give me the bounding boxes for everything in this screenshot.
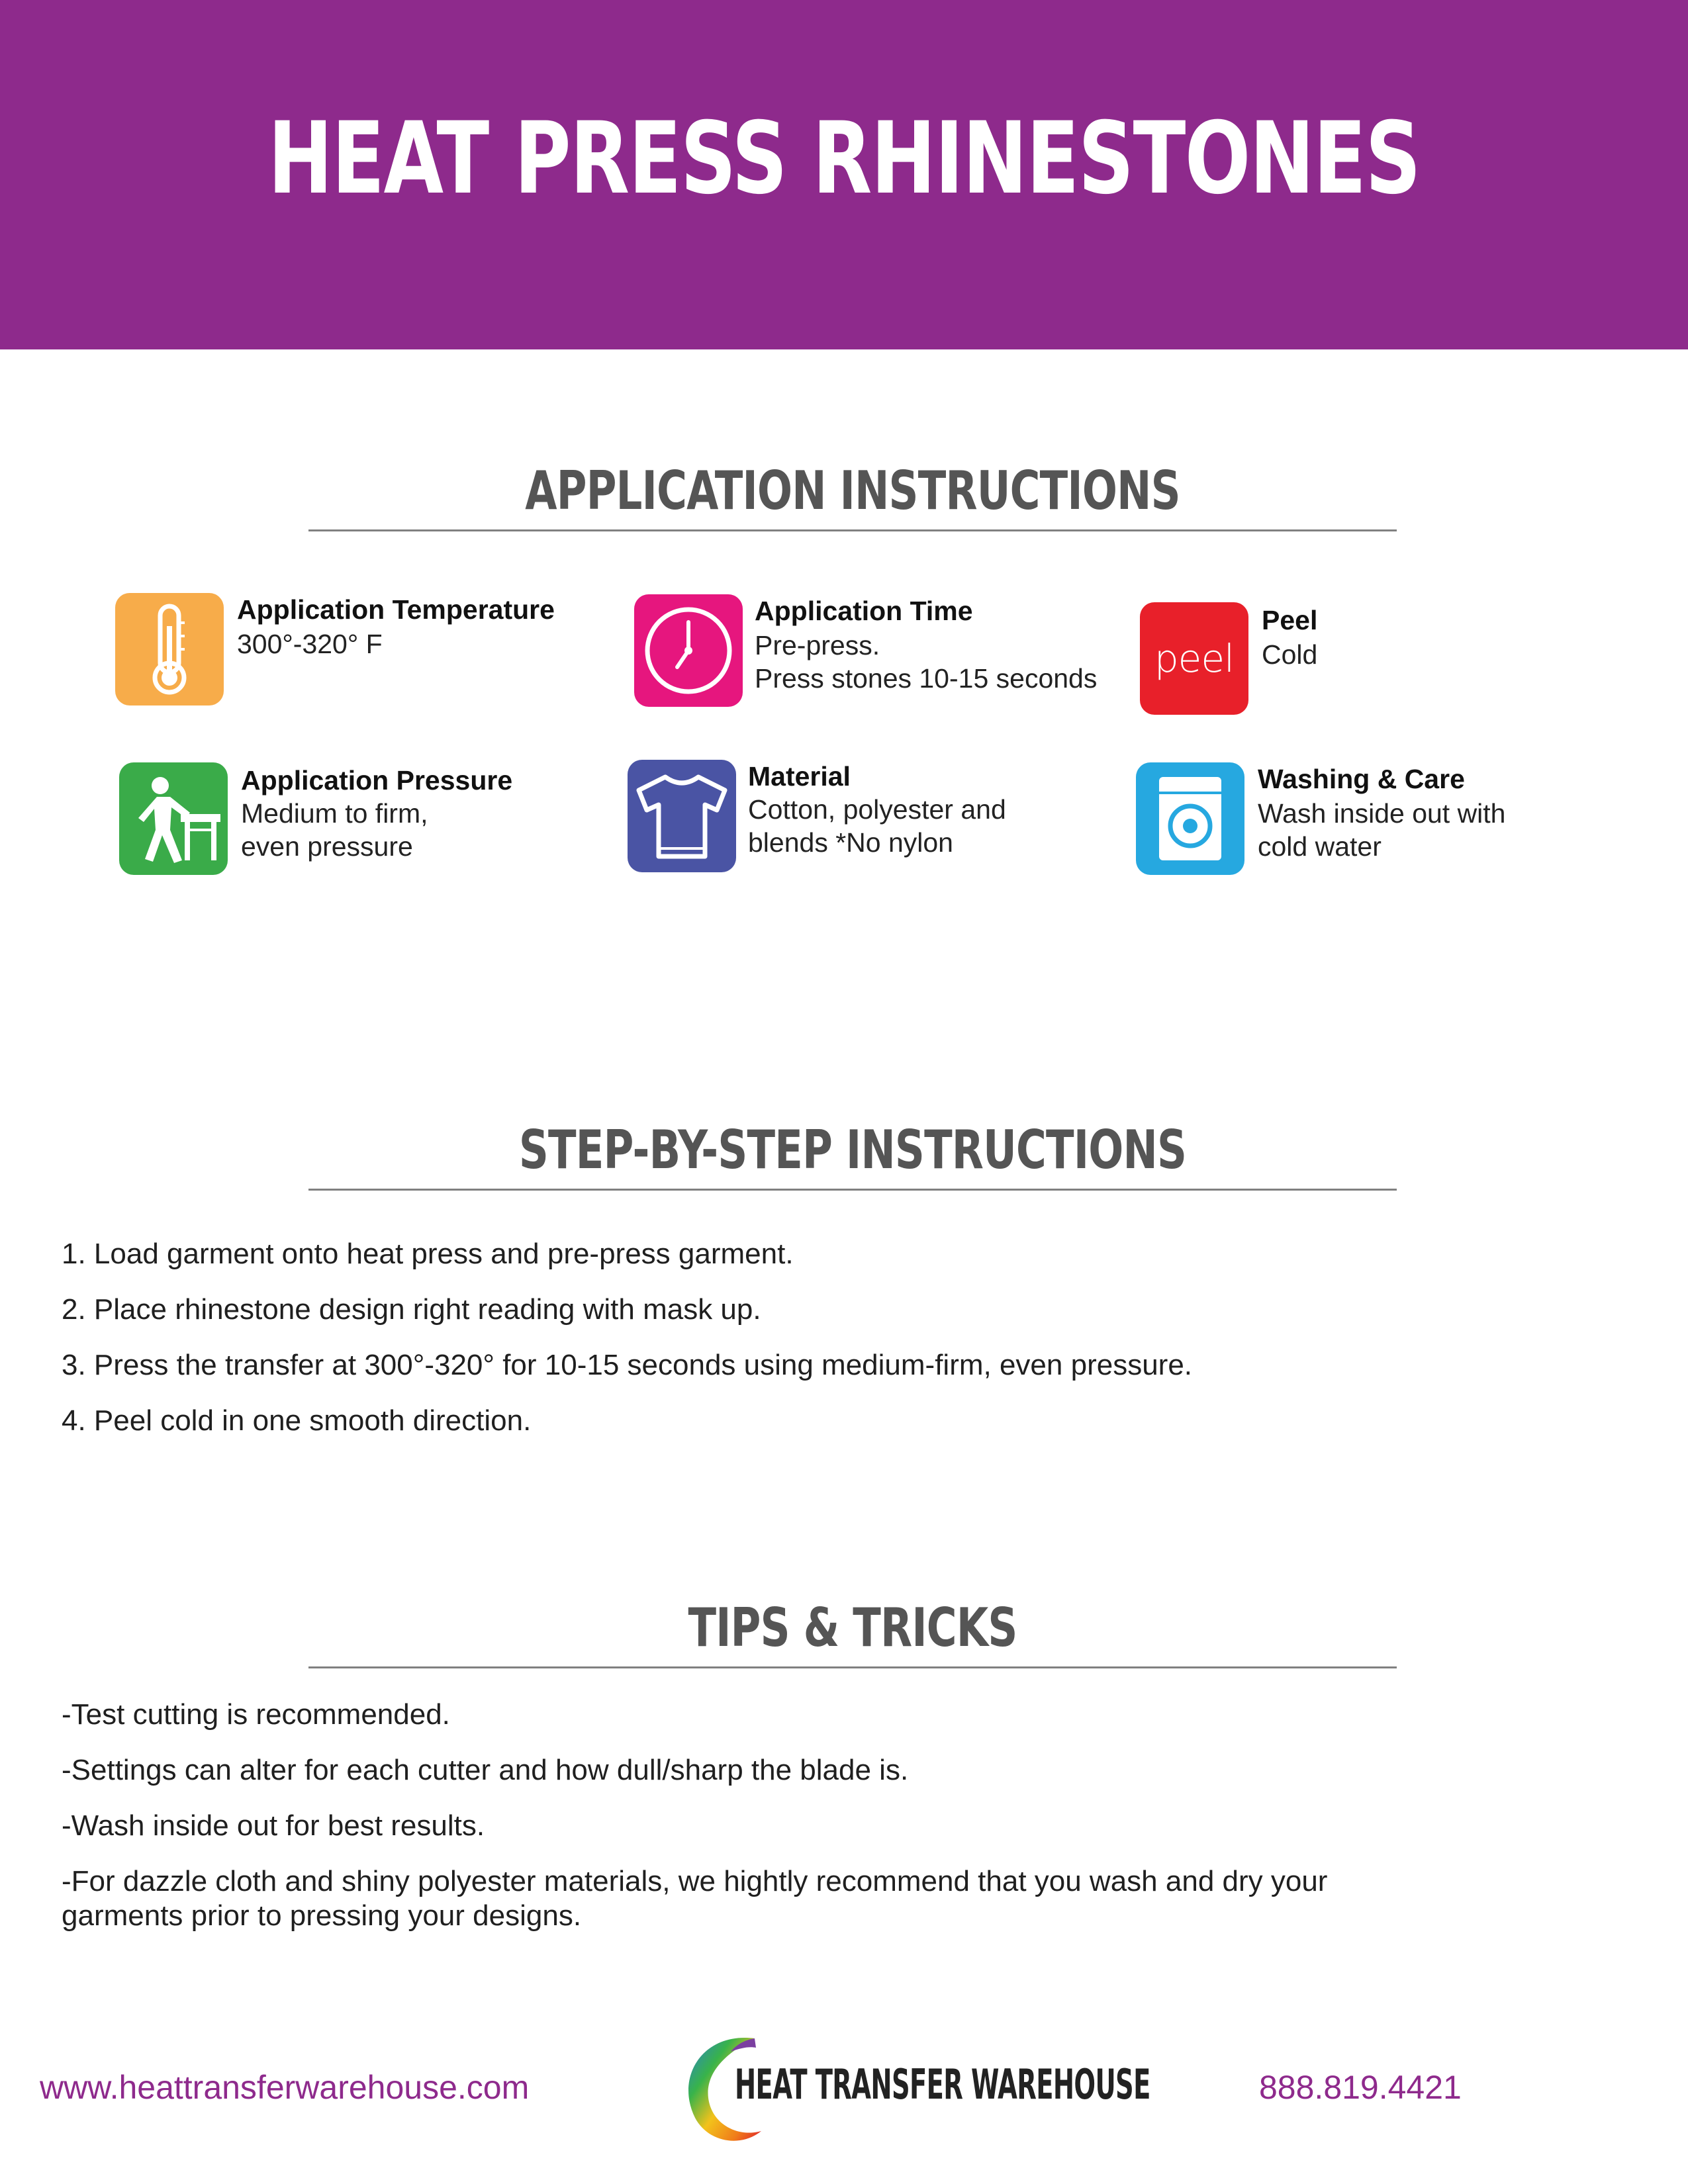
tip-item: -Wash inside out for best results. bbox=[62, 1809, 485, 1842]
phone-number[interactable]: 888.819.4421 bbox=[1259, 2069, 1462, 2106]
temperature-title: Application Temperature bbox=[237, 594, 555, 625]
material-title: Material bbox=[748, 761, 851, 792]
tip-item-continued: garments prior to pressing your designs. bbox=[62, 1899, 582, 1932]
washing-machine-icon bbox=[1136, 762, 1244, 875]
pressure-title: Application Pressure bbox=[241, 765, 513, 796]
temperature-value: 300°-320° F bbox=[237, 629, 383, 659]
washing-title: Washing & Care bbox=[1258, 764, 1465, 794]
step-item: 4. Peel cold in one smooth direction. bbox=[62, 1404, 532, 1437]
step-item: 3. Press the transfer at 300°-320° for 10-15 seconds using medium-firm, even pressure. bbox=[62, 1349, 1193, 1381]
peel-icon bbox=[1140, 602, 1248, 715]
thermometer-icon bbox=[115, 593, 224, 705]
tips-heading: TIPS & TRICKS bbox=[688, 1597, 1017, 1659]
time-line-2: Press stones 10-15 seconds bbox=[755, 663, 1098, 694]
website-link[interactable]: www.heattransferwarehouse.com bbox=[40, 2069, 530, 2106]
tip-item: -For dazzle cloth and shiny polyester materials, we hightly recommend that you wash and dry your bbox=[62, 1865, 1328, 1897]
tip-item: -Settings can alter for each cutter and how dull/sharp the blade is. bbox=[62, 1754, 909, 1786]
tshirt-icon bbox=[628, 760, 736, 872]
time-title: Application Time bbox=[755, 596, 973, 626]
divider bbox=[308, 1189, 1397, 1191]
material-line-1: Cotton, polyester and bbox=[748, 794, 1006, 825]
header-banner bbox=[0, 0, 1688, 349]
pressure-line-2: even pressure bbox=[241, 831, 413, 862]
peel-title: Peel bbox=[1262, 605, 1318, 635]
tip-item: -Test cutting is recommended. bbox=[62, 1698, 450, 1731]
washing-line-2: cold water bbox=[1258, 831, 1382, 862]
peel-value: Cold bbox=[1262, 639, 1318, 670]
clock-icon bbox=[634, 594, 743, 707]
material-line-2: blends *No nylon bbox=[748, 827, 953, 858]
step-item: 1. Load garment onto heat press and pre-press garment. bbox=[62, 1238, 794, 1270]
company-logo-text: HEAT TRANSFER WAREHOUSE bbox=[735, 2060, 1150, 2109]
step-item: 2. Place rhinestone design right reading with mask up. bbox=[62, 1293, 761, 1326]
pressure-line-1: Medium to firm, bbox=[241, 798, 428, 829]
application-instructions-heading: APPLICATION INSTRUCTIONS bbox=[525, 460, 1180, 522]
step-by-step-heading: STEP-BY-STEP INSTRUCTIONS bbox=[518, 1119, 1187, 1181]
time-line-1: Pre-press. bbox=[755, 630, 880, 660]
peel-icon-label: peel bbox=[1154, 636, 1235, 681]
person-pressing-icon bbox=[119, 762, 228, 875]
divider bbox=[308, 1666, 1397, 1668]
divider bbox=[308, 529, 1397, 531]
washing-line-1: Wash inside out with bbox=[1258, 798, 1506, 829]
page-title: HEAT PRESS RHINESTONES bbox=[267, 101, 1421, 216]
